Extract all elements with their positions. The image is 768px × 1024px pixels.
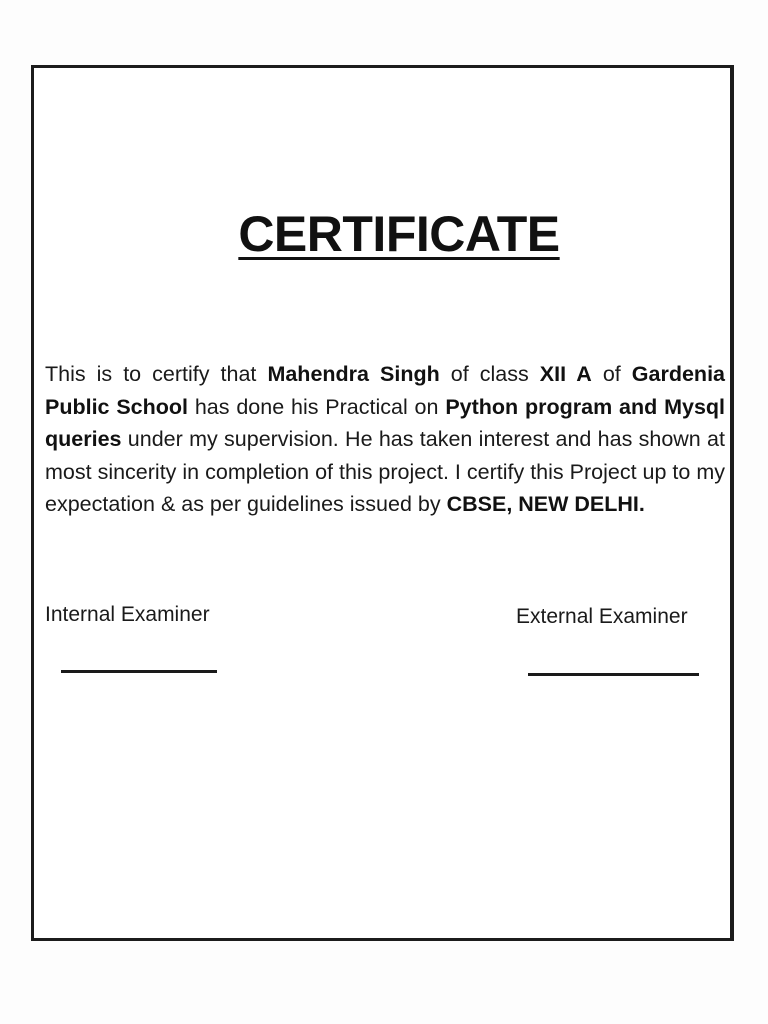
- internal-signature-line: [61, 670, 217, 673]
- body-text-3: of: [591, 362, 632, 386]
- certificate-title: [0, 205, 768, 263]
- internal-examiner-label: Internal Examiner: [45, 603, 210, 626]
- body-text-5: under my supervision. He has taken interest and has shown at most sincerity in completion of this project. I certify this Project up to my expectation & as per guidelines issued by: [45, 427, 725, 516]
- certificate-title-text: CERTIFICATE: [238, 206, 560, 262]
- external-examiner-label: External Examiner: [516, 605, 688, 628]
- subject-name: Python program and Mysql queries: [45, 394, 726, 451]
- class-name: XII A: [539, 362, 592, 386]
- body-text-1: This is to certify that: [45, 362, 268, 386]
- certificate-body: [45, 358, 725, 521]
- school-name: Gardenia Public School: [45, 362, 725, 419]
- external-signature-line: [528, 673, 699, 676]
- body-text-2: of class: [439, 362, 540, 386]
- body-text-4: has done his Practical on: [188, 394, 446, 419]
- student-name: Mahendra Singh: [267, 362, 440, 386]
- board-name: CBSE, NEW DELHI.: [446, 492, 645, 516]
